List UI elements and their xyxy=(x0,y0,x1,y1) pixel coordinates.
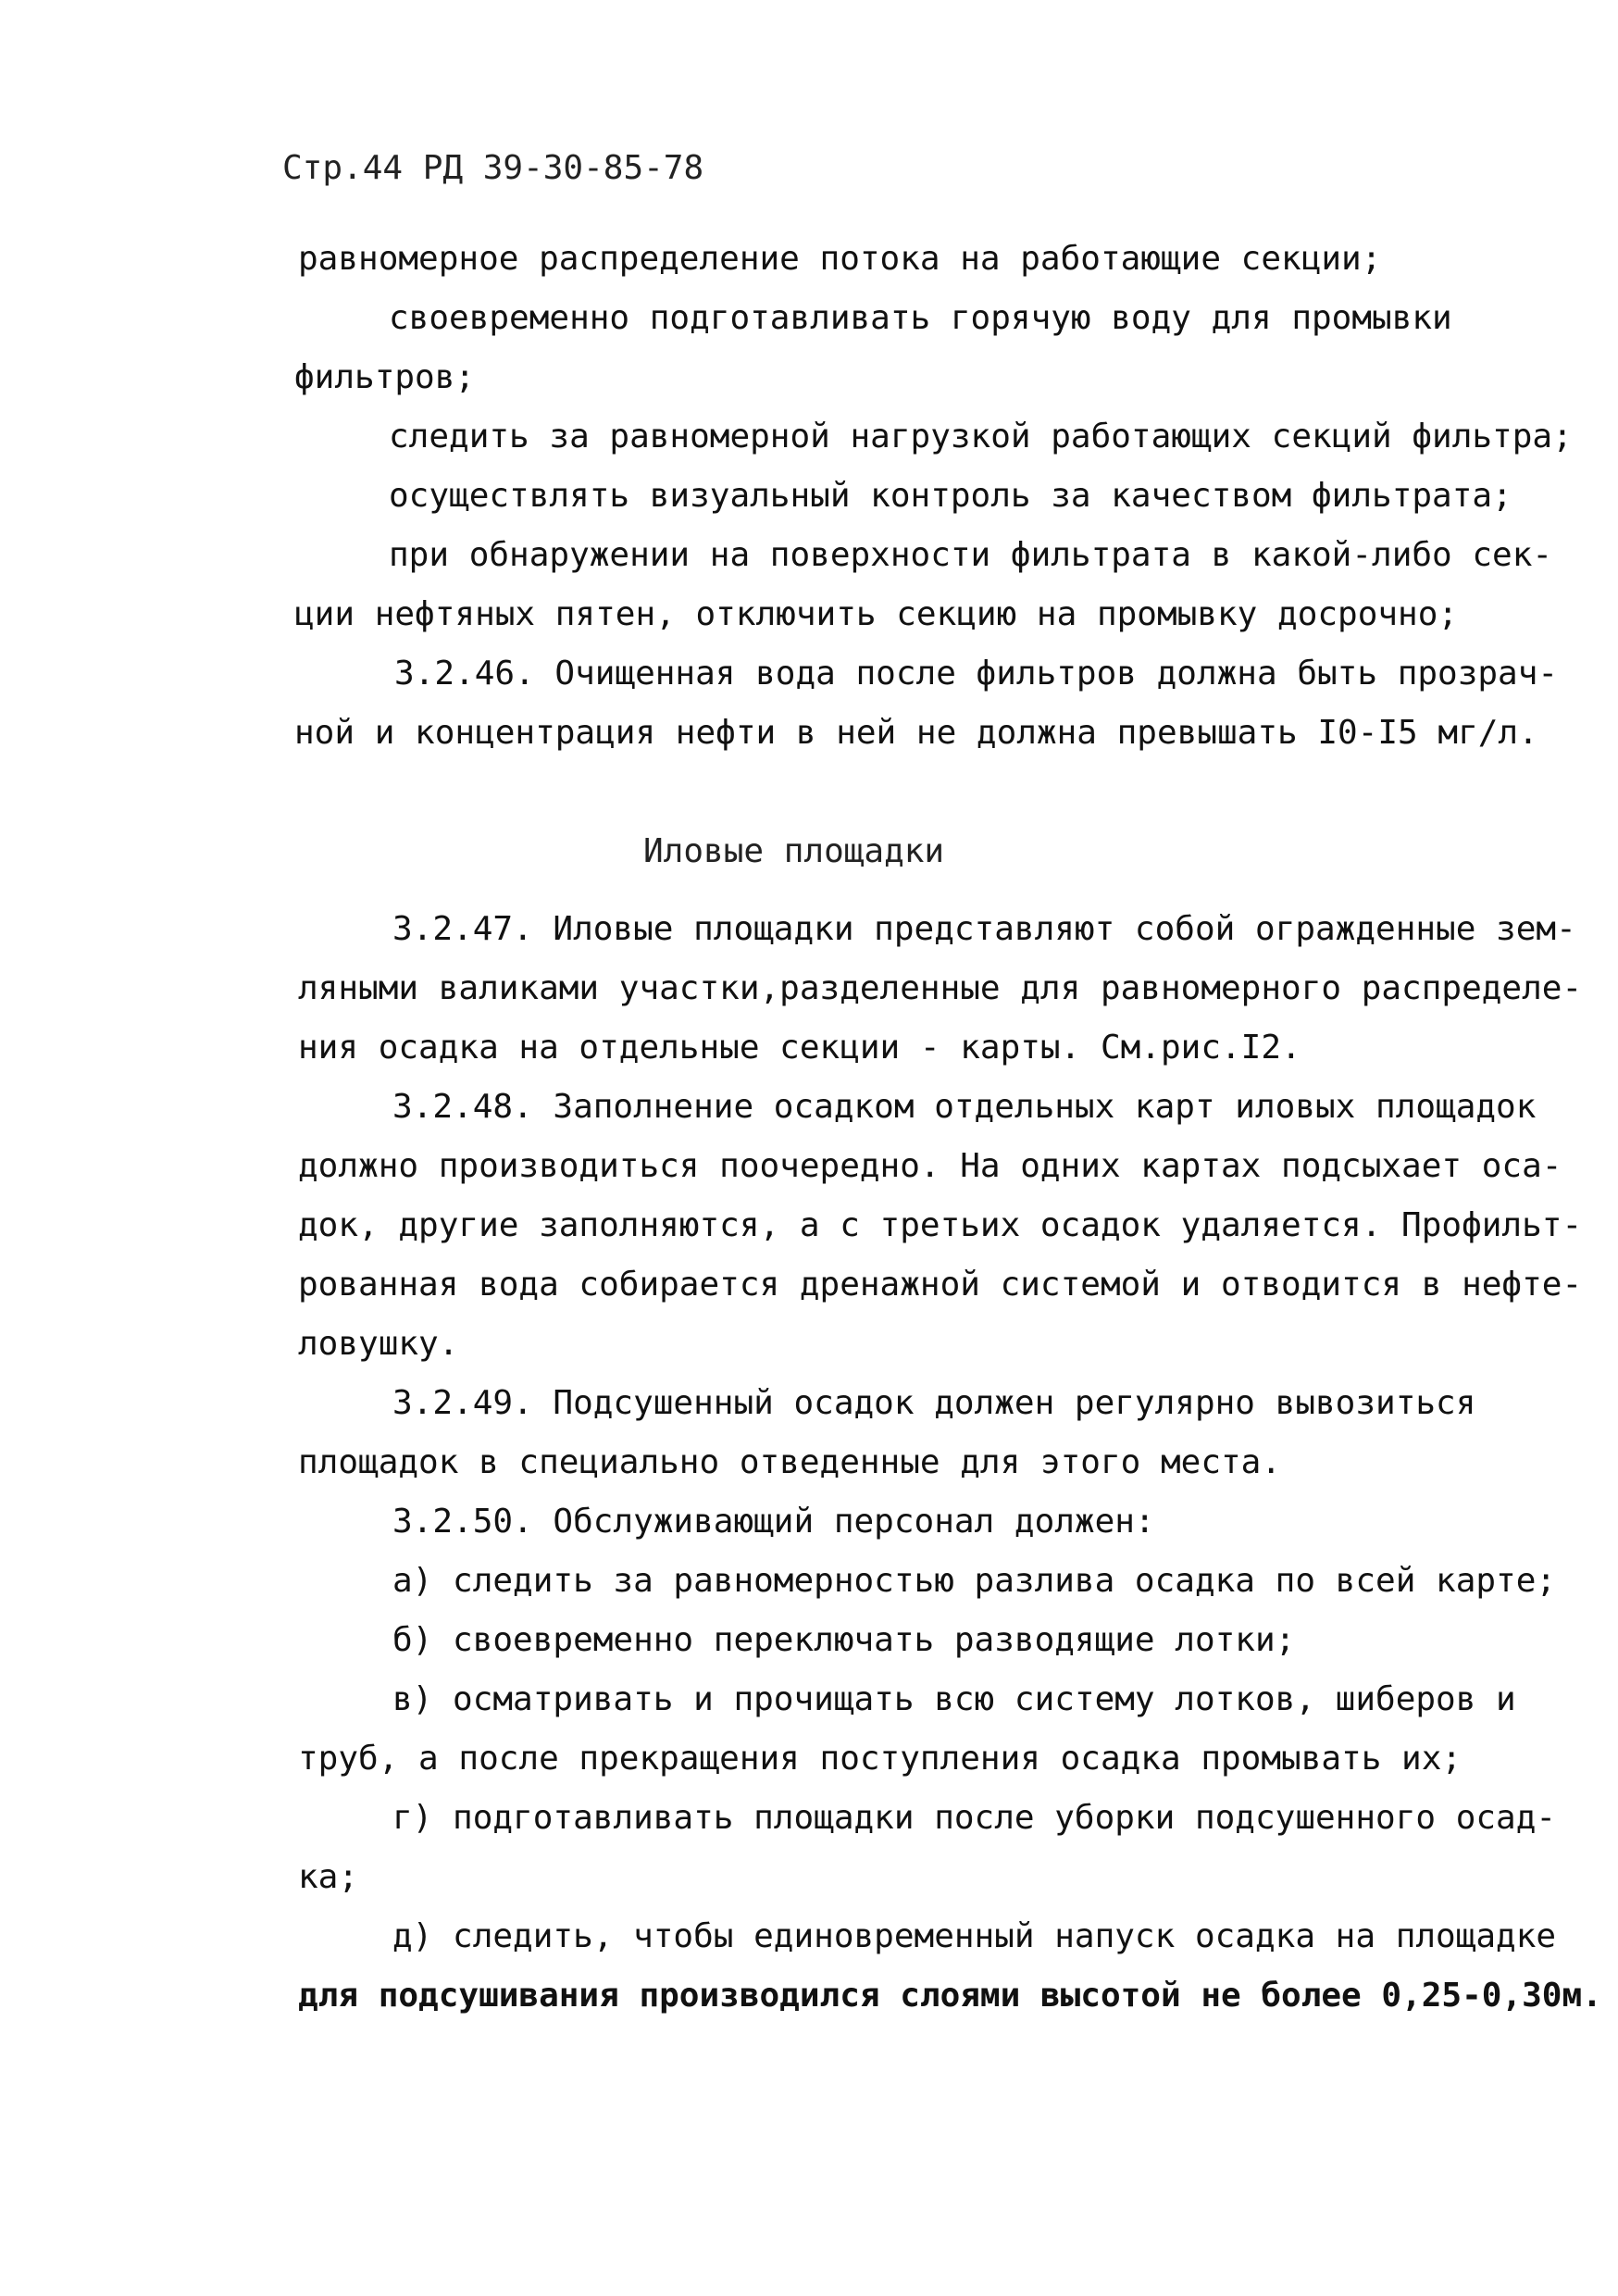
text-line: должно производиться поочередно. На одних картах подсыхает оса- xyxy=(298,1147,1562,1185)
text-line: рованная вода собирается дренажной системой и отводится в нефте- xyxy=(298,1266,1583,1304)
text-line: ляными валиками участки,разделенные для равномерного распределе- xyxy=(298,969,1583,1007)
text-line: ной и концентрация нефти в ней не должна превышать I0-I5 мг/л. xyxy=(294,714,1538,752)
list-item-b: б) своевременно переключать разводящие лотки; xyxy=(392,1621,1296,1659)
section-heading: Иловые площадки xyxy=(643,832,945,870)
text-line: фильтров; xyxy=(294,358,476,396)
paragraph-3-2-47: 3.2.47. Иловые площадки представляют собой огражденные зем- xyxy=(392,910,1576,948)
text-line: при обнаружении на поверхности фильтрата в какой-либо сек- xyxy=(389,536,1553,574)
text-line: следить за равномерной нагрузкой работающих секций фильтра; xyxy=(389,418,1573,455)
text-line: равномерное распределение потока на работающие секции; xyxy=(298,240,1382,278)
list-item-v: в) осматривать и прочищать всю систему лотков, шиберов и xyxy=(392,1680,1516,1718)
paragraph-3-2-49: 3.2.49. Подсушенный осадок должен регулярно вывозиться xyxy=(392,1384,1476,1422)
list-item-d: д) следить, чтобы единовременный напуск осадка на площадке xyxy=(392,1917,1557,1955)
text-line: для подсушивания производился слоями высотой не более 0,25-0,30м. xyxy=(298,1977,1602,2015)
text-line: своевременно подготавливать горячую воду для промывки xyxy=(389,299,1452,337)
paragraph-3-2-48: 3.2.48. Заполнение осадком отдельных карт иловых площадок xyxy=(392,1088,1537,1126)
list-item-a: а) следить за равномерностью разлива осадка по всей карте; xyxy=(392,1562,1557,1600)
text-line: площадок в специально отведенные для этого места. xyxy=(298,1443,1282,1481)
text-line: ка; xyxy=(298,1858,359,1896)
list-item-g: г) подготавливать площадки после уборки подсушенного осад- xyxy=(392,1799,1557,1837)
page-header: Стр.44 РД 39-30-85-78 xyxy=(282,149,704,187)
paragraph-3-2-46: 3.2.46. Очищенная вода после фильтров должна быть прозрач- xyxy=(394,655,1559,693)
text-line: осуществлять визуальный контроль за качеством фильтрата; xyxy=(389,477,1512,515)
text-line: ции нефтяных пятен, отключить секцию на промывку досрочно; xyxy=(294,595,1459,633)
text-line: док, другие заполняются, а с третьих осадок удаляется. Профильт- xyxy=(298,1206,1583,1244)
text-line: ловушку. xyxy=(298,1325,459,1363)
text-line: труб, а после прекращения поступления осадка промывать их; xyxy=(298,1740,1462,1778)
paragraph-3-2-50: 3.2.50. Обслуживающий персонал должен: xyxy=(392,1503,1155,1541)
text-line: ния осадка на отдельные секции - карты. См.рис.I2. xyxy=(298,1029,1301,1067)
